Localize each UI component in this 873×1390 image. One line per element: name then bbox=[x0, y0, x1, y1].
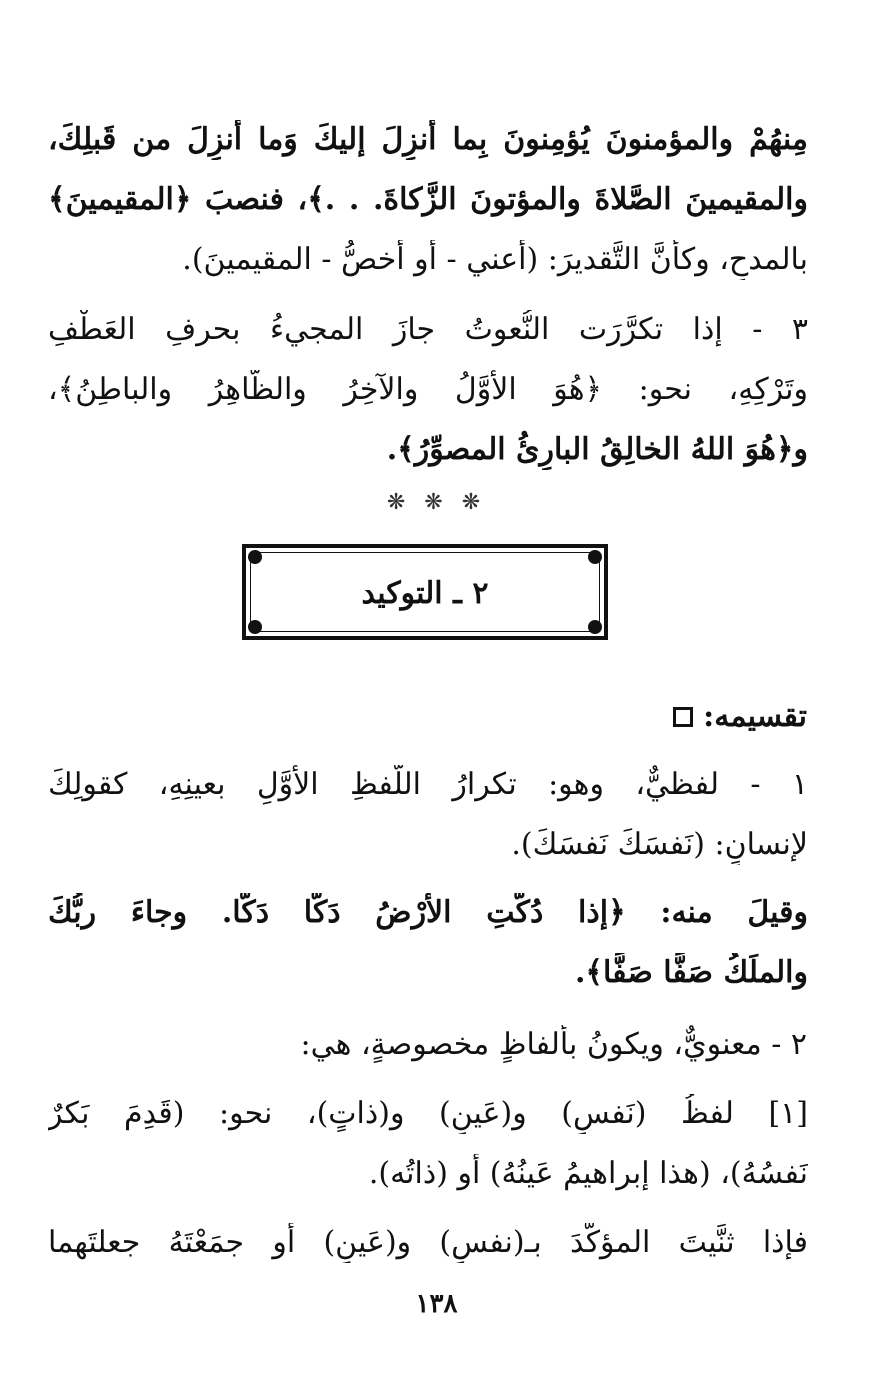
text-line-11: ٢ - معنويٌّ، ويكونُ بألفاظٍ مخصوصةٍ، هي: bbox=[300, 1027, 807, 1062]
frame-corner-ornament bbox=[588, 620, 602, 634]
text-line-5: وتَرْكِهِ، نحو: ﴿هُوَ الأوَّلُ والآخِرُ والظَّاهِرُ والباطِنُ﴾، bbox=[48, 372, 808, 407]
frame-corner-ornament bbox=[248, 620, 262, 634]
text-line-12: [١] لفظُ (نَفسٍ) و(عَينٍ) و(ذاتٍ)، نحو: (قَدِمَ بَكرٌ bbox=[48, 1096, 808, 1131]
frame-corner-ornament bbox=[588, 550, 602, 564]
text-line-3: بالمدحِ، وكأنَّ التَّقديرَ: (أعني - أو أخصُّ - المقيمينَ). bbox=[182, 242, 808, 277]
frame-corner-ornament bbox=[248, 550, 262, 564]
text-line-14: فإذا ثنَّيتَ المؤكَّدَ بـ(نفسٍ) و(عَينٍ) أو جمَعْتَهُ جعلتَهما bbox=[48, 1225, 808, 1260]
text-line-7: ١ - لفظيٌّ، وهو: تكرارُ اللَّفظِ الأوَّلِ بعينِهِ، كقولِكَ bbox=[48, 767, 808, 802]
subheading bbox=[673, 697, 807, 737]
section-title: ٢ ـ التوكيد bbox=[361, 576, 489, 611]
text-line-10: والملَكُ صَفًّا صَفًّا﴾. bbox=[574, 955, 808, 990]
text-line-6: و﴿هُوَ اللهُ الخالِقُ البارِئُ المصوِّرُ﴾. bbox=[386, 432, 808, 467]
separator-stars: ❋ ❋ ❋ bbox=[386, 490, 487, 515]
text-line-4: ٣ - إذا تكرَّرَت النُّعوتُ جازَ المجيءُ بحرفِ العَطْفِ bbox=[48, 312, 808, 347]
text-line-13: نَفسُهُ)، (هذا إبراهيمُ عَينُهُ) أو (ذاتُه). bbox=[368, 1156, 808, 1191]
text-line-1: مِنهُمْ والمؤمنونَ يُؤمِنونَ بِما أُنزِلَ إليكَ وَما أُنزِلَ من قَبلِكَ، bbox=[48, 122, 808, 157]
text-line-2: والمقيمينَ الصَّلاةَ والمؤتونَ الزَّكاةَ. . .﴾، فنصبَ ﴿المقيمينَ﴾ bbox=[48, 182, 808, 217]
square-bullet-icon bbox=[673, 707, 693, 727]
subheading-text: تقسيمه: bbox=[703, 699, 807, 734]
section-title-frame bbox=[242, 544, 608, 640]
page-number: ١٣٨ bbox=[415, 1289, 458, 1319]
text-line-8: لإنسانٍ: (نَفسَكَ نَفسَكَ). bbox=[511, 827, 808, 862]
text-line-9: وقيلَ منه: ﴿إذا دُكَّتِ الأرْضُ دَكًّا دَكًّا. وجاءَ ربُّكَ bbox=[48, 895, 808, 930]
